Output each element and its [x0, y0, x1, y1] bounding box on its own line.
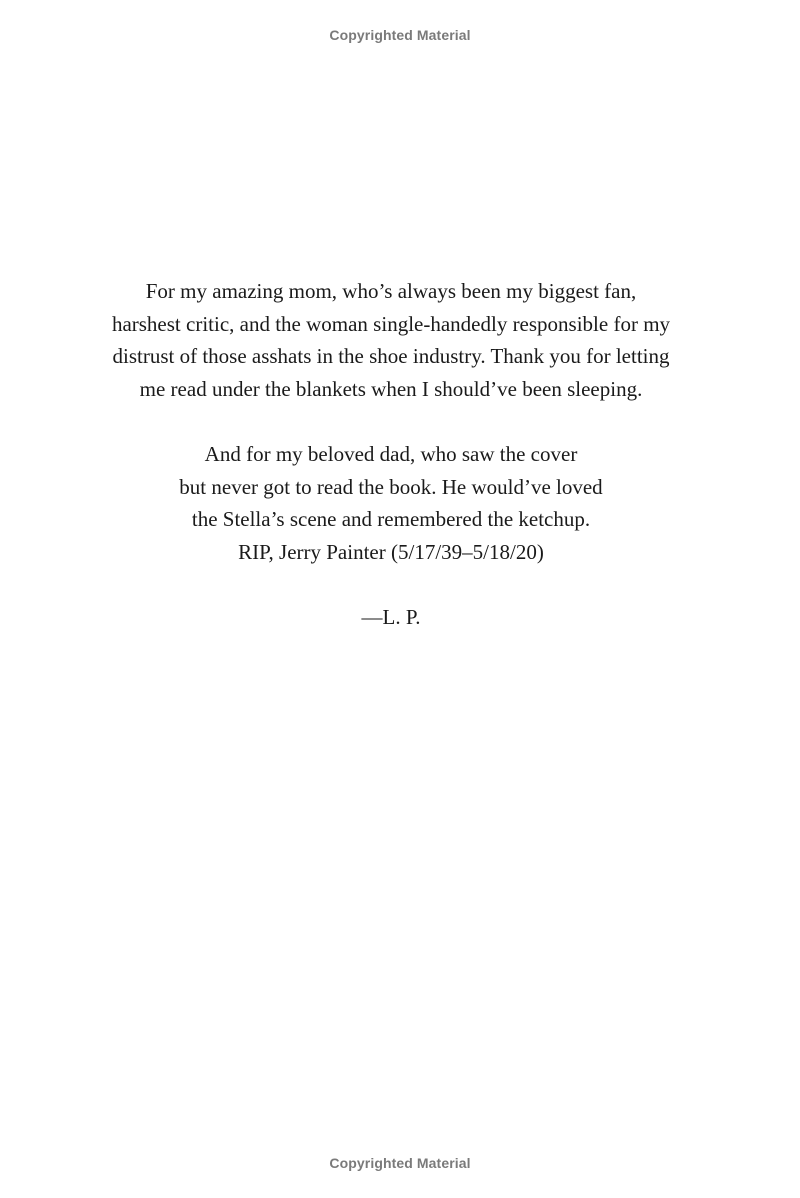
dedication-signature	[0, 601, 782, 634]
dedication-paragraph-mom	[0, 275, 782, 406]
copyright-watermark-top: Copyrighted Material	[329, 27, 471, 43]
dedication-paragraph-dad	[0, 438, 782, 569]
dedication-line: harshest critic, and the woman single-handedly responsible for my	[111, 311, 671, 336]
dedication-line: For my amazing mom, who’s always been my biggest fan,	[145, 279, 637, 303]
dedication-line: RIP, Jerry Painter (5/17/39–5/18/20)	[238, 540, 544, 565]
dedication-line: And for my beloved dad, who saw the cover	[204, 442, 578, 466]
dedication-line: distrust of those asshats in the shoe industry. Thank you for letting	[112, 344, 670, 369]
dedication-line: but never got to read the book. He would’ve loved	[179, 474, 603, 499]
dedication-line: the Stella’s scene and remembered the ketchup.	[191, 507, 591, 532]
dedication-line: me read under the blankets when I should’ve been sleeping.	[139, 377, 643, 402]
signature-text: —L. P.	[361, 605, 421, 629]
copyright-watermark-bottom: Copyrighted Material	[329, 1155, 471, 1171]
